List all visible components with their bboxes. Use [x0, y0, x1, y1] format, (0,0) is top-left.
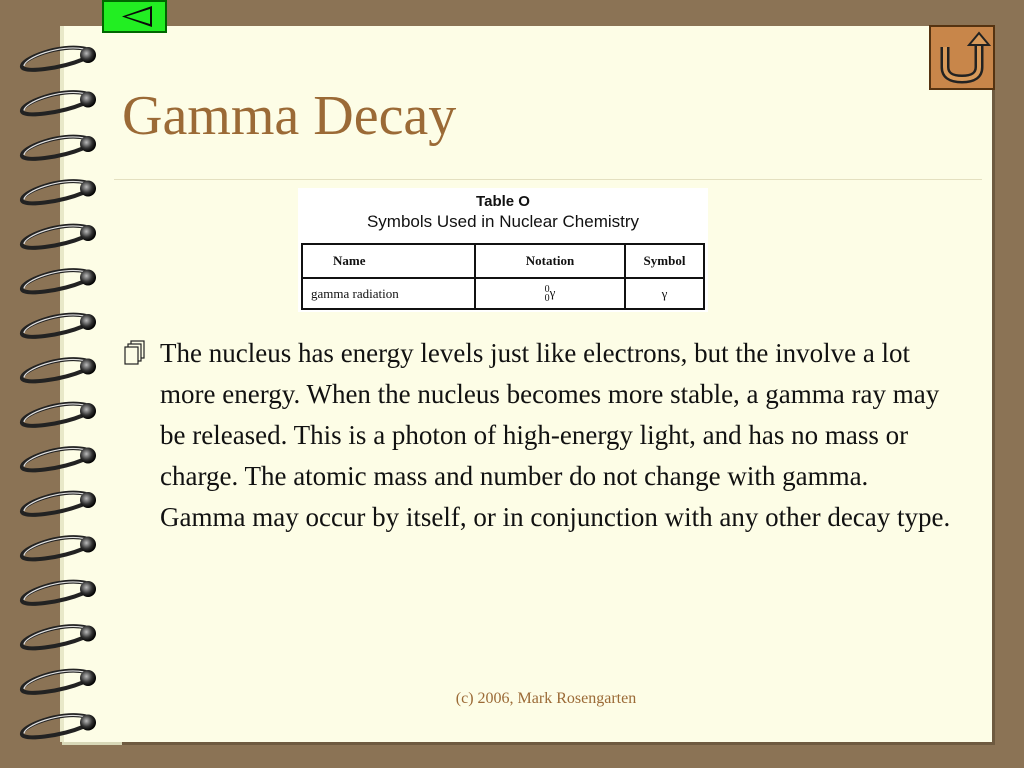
spiral-binding	[0, 0, 110, 768]
title-divider	[114, 179, 982, 180]
cell-notation	[475, 278, 625, 309]
binding-hole	[80, 136, 96, 152]
notation-atomic-number: 0	[544, 292, 550, 304]
notation-symbol: γ	[549, 285, 556, 301]
binding-hole	[80, 314, 96, 330]
notation-mass-number: 0	[544, 283, 550, 295]
binding-hole	[80, 359, 96, 375]
table-header-row	[302, 244, 704, 278]
binding-hole	[80, 581, 96, 597]
binding-hole	[80, 47, 96, 63]
binding-hole	[80, 670, 96, 686]
nuclear-symbols-table	[298, 188, 708, 312]
header-symbol: Symbol	[625, 244, 704, 278]
header-notation: Notation	[475, 244, 625, 278]
symbols-table	[301, 243, 705, 310]
u-turn-arrow-icon	[931, 27, 993, 88]
slide-title: Gamma Decay	[122, 85, 457, 147]
binding-hole	[80, 626, 96, 642]
table-caption: Table O	[476, 193, 530, 210]
binding-hole	[80, 225, 96, 241]
table-subcaption: Symbols Used in Nuclear Chemistry	[366, 212, 640, 231]
notebook-bullet-icon	[124, 340, 146, 366]
table-row	[302, 278, 704, 309]
left-triangle-icon	[104, 2, 165, 31]
cell-name: gamma radiation	[302, 278, 475, 309]
cell-symbol: γ	[625, 278, 704, 309]
binding-hole	[80, 537, 96, 553]
back-button[interactable]	[102, 0, 167, 33]
binding-hole	[80, 715, 96, 731]
return-button[interactable]	[929, 25, 995, 90]
binding-hole	[80, 492, 96, 508]
binding-hole	[80, 448, 96, 464]
binding-hole	[80, 92, 96, 108]
header-name: Name	[302, 244, 475, 278]
copyright-footer: (c) 2006, Mark Rosengarten	[455, 690, 637, 707]
binding-hole	[80, 181, 96, 197]
binding-hole	[80, 403, 96, 419]
bullet-text: The nucleus has energy levels just like electrons, but the involve a lot more energy. When the nucleus becomes more stable, a gamma ray may be released. This is a photon of high-energy light, and has no mass or charge. The atomic mass and number do not change with gamma. Gamma may occur by itself, or in conjunction with any other decay type.	[160, 338, 951, 532]
binding-hole	[80, 270, 96, 286]
